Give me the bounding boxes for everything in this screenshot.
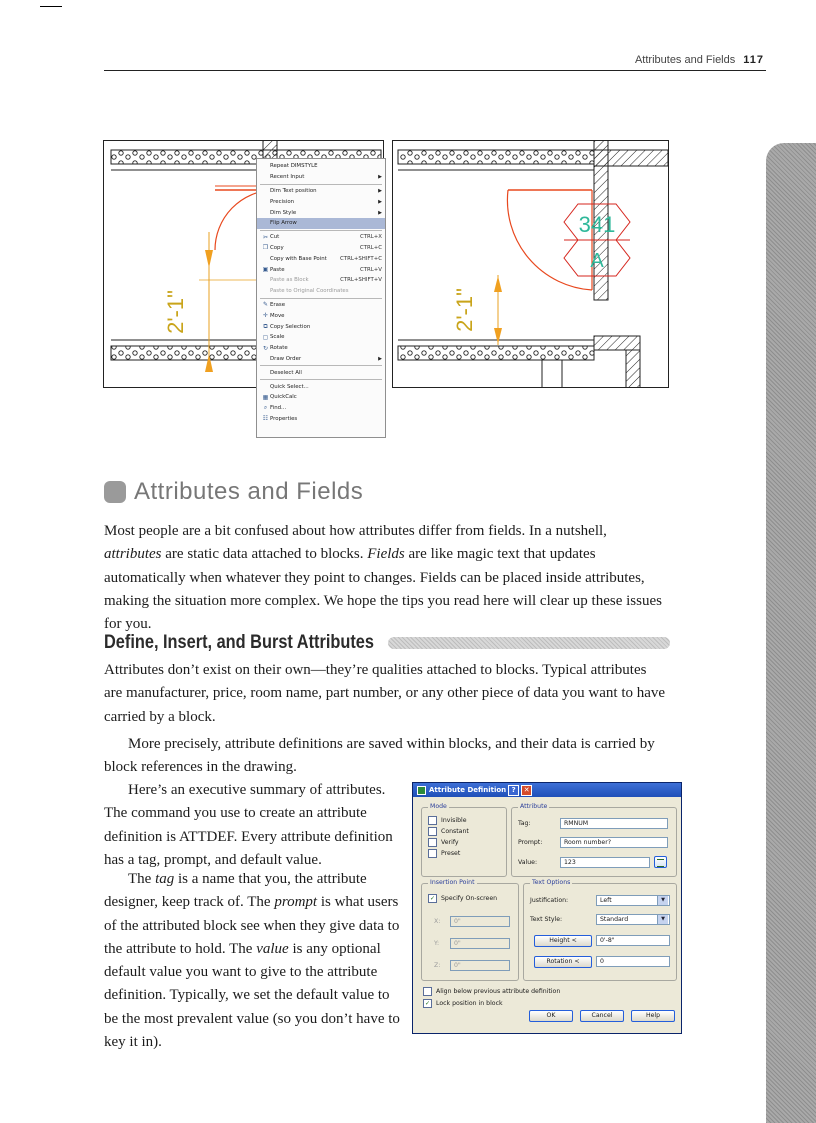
- section-title: Attributes and Fields: [134, 478, 364, 505]
- menu-item-label: Rotate: [270, 345, 288, 352]
- running-title: Attributes and Fields: [634, 54, 736, 66]
- menu-item[interactable]: [257, 310, 385, 321]
- menu-item-label: Paste to Original Coordinates: [270, 288, 349, 295]
- menu-item-label: Dim Text position: [270, 187, 317, 194]
- menu-separator: [260, 184, 382, 185]
- attribute-group-label: Attribute: [520, 803, 548, 810]
- section-bullet-icon: [104, 481, 126, 503]
- checkbox-align-below[interactable]: [423, 987, 560, 995]
- checkbox-specify-onscreen[interactable]: [428, 894, 497, 902]
- header-rule: [104, 70, 766, 71]
- justification-select[interactable]: [596, 895, 670, 906]
- menu-item-shortcut: CTRL+C: [359, 244, 382, 251]
- text-run: are static data attached to blocks.: [161, 546, 368, 563]
- subsection-heading: [104, 632, 670, 654]
- menu-item[interactable]: [257, 207, 385, 218]
- text-run: The: [128, 871, 156, 887]
- menu-item-label: Flip Arrow: [270, 220, 297, 227]
- checkbox-box[interactable]: [428, 816, 437, 825]
- crop-mark: [40, 0, 62, 7]
- text-style-value: Standard: [600, 916, 629, 923]
- attribute-group: [511, 803, 677, 877]
- checkbox-box[interactable]: [428, 838, 437, 847]
- insertion-point-group: [421, 879, 519, 981]
- text-options-group-label: Text Options: [532, 879, 571, 886]
- subsection-title: Define, Insert, and Burst Attributes: [104, 632, 374, 653]
- menu-item-label: Dim Style: [270, 209, 297, 216]
- page-number: 117: [743, 54, 764, 66]
- menu-item-label: Recent Input: [270, 174, 305, 181]
- text-style-select[interactable]: [596, 914, 670, 925]
- y-label: Y:: [434, 940, 440, 947]
- menu-item[interactable]: [257, 161, 385, 172]
- menu-item-label: Move: [270, 312, 285, 319]
- menu-item[interactable]: [257, 186, 385, 197]
- menu-item-label: Deselect All: [270, 369, 302, 376]
- menu-item-icon: ✂: [262, 233, 269, 241]
- paragraph-intro: [104, 520, 666, 636]
- z-label: Z:: [434, 962, 441, 969]
- menu-item-label: Repeat DIMSTYLE: [270, 163, 318, 170]
- menu-item[interactable]: [257, 275, 385, 286]
- checkbox-invisible[interactable]: [428, 816, 469, 824]
- chapter-side-tab: [766, 143, 816, 1123]
- menu-separator: [260, 298, 382, 299]
- dimension-text-left: 2'-1": [163, 290, 188, 334]
- menu-item-shortcut: CTRL+SHIFT+C: [340, 255, 382, 262]
- z-input[interactable]: 0": [450, 960, 510, 971]
- rotation-button[interactable]: Rotation <: [534, 956, 592, 968]
- checkbox-label: Specify On-screen: [441, 894, 498, 902]
- menu-item-label: Draw Order: [270, 355, 302, 362]
- menu-item-label: Find...: [270, 405, 287, 412]
- menu-item[interactable]: [257, 332, 385, 343]
- menu-item-icon: ✛: [262, 312, 269, 320]
- value-label: Value:: [518, 859, 538, 866]
- context-menu[interactable]: [256, 158, 386, 438]
- tag-label: Tag:: [518, 820, 531, 827]
- cancel-button[interactable]: Cancel: [580, 1010, 624, 1022]
- menu-item-label: Erase: [270, 301, 286, 308]
- close-icon[interactable]: ✕: [521, 785, 532, 796]
- menu-item[interactable]: [257, 381, 385, 392]
- dialog-title: Attribute Definition: [429, 786, 507, 794]
- text-style-label: Text Style:: [530, 916, 563, 923]
- submenu-arrow-icon: ▶: [378, 355, 382, 362]
- tag-number: 341: [578, 212, 616, 237]
- menu-item-label: Paste as Block: [270, 277, 309, 284]
- checkbox-box[interactable]: ✓: [424, 999, 431, 1007]
- menu-item[interactable]: [257, 196, 385, 207]
- checkbox-verify[interactable]: [428, 838, 469, 846]
- menu-item[interactable]: [257, 243, 385, 254]
- ok-button[interactable]: OK: [529, 1010, 573, 1022]
- menu-item-shortcut: CTRL+SHIFT+V: [340, 277, 382, 284]
- attribute-definition-dialog: [412, 782, 682, 1034]
- checkbox-box[interactable]: [428, 849, 437, 858]
- menu-item-label: Copy with Base Point: [270, 255, 327, 262]
- cad-drawing-right: [392, 140, 669, 388]
- submenu-arrow-icon: ▶: [378, 198, 382, 205]
- paragraph-tag-prompt-value: [104, 868, 400, 1054]
- chevron-down-icon[interactable]: ▼: [657, 896, 668, 905]
- menu-item-label: Copy: [270, 244, 284, 251]
- menu-item[interactable]: [257, 253, 385, 264]
- insertion-point-group-label: Insertion Point: [430, 879, 475, 886]
- menu-item-icon: ▣: [262, 266, 269, 274]
- menu-item[interactable]: [257, 414, 385, 425]
- menu-item-shortcut: CTRL+V: [359, 266, 382, 273]
- justification-value: Left: [600, 897, 612, 904]
- menu-item[interactable]: [257, 218, 385, 229]
- subsection-bar: [388, 637, 670, 649]
- paragraph-definitions: [104, 733, 666, 780]
- rotation-input[interactable]: 0: [596, 956, 670, 967]
- menu-item-icon: ▢: [262, 333, 269, 341]
- prompt-input[interactable]: Room number?: [560, 837, 668, 848]
- menu-item[interactable]: [257, 264, 385, 275]
- menu-item[interactable]: [257, 232, 385, 243]
- checkbox-label: Lock position in block: [436, 999, 503, 1007]
- y-input[interactable]: 0": [450, 938, 510, 949]
- submenu-arrow-icon: ▶: [378, 187, 382, 194]
- tag-letter: A: [590, 250, 604, 272]
- paragraph-attributes: [104, 659, 666, 729]
- menu-item-shortcut: CTRL+X: [359, 234, 382, 241]
- menu-item-label: Paste: [270, 266, 285, 273]
- running-head: [635, 54, 764, 66]
- dialog-titlebar[interactable]: [413, 783, 681, 797]
- menu-item[interactable]: [257, 403, 385, 414]
- menu-separator: [260, 230, 382, 231]
- menu-item[interactable]: [257, 354, 385, 365]
- checkbox-label: Align below previous attribute definition: [436, 987, 561, 995]
- menu-item-icon: ▦: [262, 393, 269, 401]
- insert-field-icon: [657, 859, 664, 867]
- menu-item-label: QuickCalc: [270, 394, 297, 401]
- height-input[interactable]: 0'-8": [596, 935, 670, 946]
- menu-item-label: Properties: [270, 415, 298, 422]
- menu-item-label: Scale: [270, 334, 285, 341]
- menu-item[interactable]: [257, 321, 385, 332]
- menu-item-label: Cut: [270, 234, 280, 241]
- text-run: Here’s an executive summary of attributes. The command you use to create an attribute definition is ATTDEF. Every attribute definition has a tag, prompt, and default value.: [104, 782, 393, 868]
- chevron-down-icon[interactable]: ▼: [657, 915, 668, 924]
- app-icon: [417, 786, 426, 795]
- checkbox-label: Invisible: [441, 816, 467, 824]
- menu-item[interactable]: [257, 367, 385, 378]
- emphasis-term: Fields: [367, 546, 405, 563]
- text-run: is what users of the attributed block see when they give data to the attribute to hold. The: [104, 894, 400, 957]
- justification-label: Justification:: [530, 897, 569, 904]
- checkbox-box[interactable]: ✓: [429, 894, 436, 902]
- menu-separator: [260, 365, 382, 366]
- menu-separator: [260, 379, 382, 380]
- help-icon[interactable]: ?: [508, 785, 519, 796]
- checkbox-box[interactable]: [428, 827, 437, 836]
- menu-item-label: Precision: [270, 198, 295, 205]
- submenu-arrow-icon: ▶: [378, 209, 382, 216]
- menu-item[interactable]: [257, 300, 385, 311]
- menu-item-label: Copy Selection: [270, 323, 311, 330]
- checkbox-label: Verify: [441, 838, 459, 846]
- checkbox-box[interactable]: [423, 987, 432, 996]
- text-options-group: [523, 879, 677, 981]
- paragraph-summary: [104, 779, 404, 872]
- emphasis-term: value: [256, 940, 289, 957]
- text-run: is a name that you, the attribute designer, keep track of. The: [104, 871, 367, 911]
- text-run: More precisely, attribute definitions are saved within blocks, and their data is carried by block references in the drawing.: [104, 736, 655, 776]
- mode-options: [428, 816, 469, 860]
- checkbox-lock-position[interactable]: [423, 999, 503, 1007]
- insert-field-button[interactable]: [654, 856, 667, 868]
- menu-item[interactable]: [257, 343, 385, 354]
- menu-item-icon: ⌕: [263, 404, 268, 412]
- checkbox-label: Preset: [441, 849, 461, 857]
- menu-item[interactable]: [257, 392, 385, 403]
- mode-group-label: Mode: [430, 803, 447, 810]
- emphasis-term: attributes: [104, 546, 162, 563]
- text-run: is any optional default value you want to give to the attribute definition. Typically, we set the default value to be the most prevalent value (so you don’t have to key it in).: [104, 940, 400, 1051]
- x-input[interactable]: 0": [450, 916, 510, 927]
- dimension-text-right: 2'-1": [452, 288, 477, 332]
- x-label: X:: [434, 918, 441, 925]
- checkbox-constant[interactable]: [428, 827, 469, 835]
- text-run: are like magic text that updates automatically when whatever they point to changes. Fields can be placed inside attributes, making the situation more complex. We hope the tips you read here will clear up these issues for you.: [104, 546, 662, 633]
- tag-input[interactable]: RMNUM: [560, 818, 668, 829]
- figure-right-drawing: [392, 140, 669, 388]
- mode-group: [421, 803, 507, 877]
- submenu-arrow-icon: ▶: [378, 174, 382, 181]
- checkbox-label: Constant: [441, 827, 469, 835]
- menu-item-icon: ❐: [262, 244, 269, 252]
- checkbox-preset[interactable]: [428, 849, 469, 857]
- menu-item-icon: ☷: [262, 415, 269, 423]
- section-heading: [104, 478, 363, 506]
- menu-item-label: Quick Select...: [270, 383, 309, 390]
- emphasis-term: tag: [155, 871, 175, 887]
- menu-item[interactable]: [257, 172, 385, 183]
- menu-item-icon: ✎: [262, 301, 269, 309]
- height-button[interactable]: Height <: [534, 935, 592, 947]
- text-run: Most people are a bit confused about how attributes differ from fields. In a nutshell,: [104, 523, 607, 539]
- menu-item[interactable]: [257, 286, 385, 297]
- emphasis-term: prompt: [274, 894, 318, 911]
- prompt-label: Prompt:: [518, 839, 543, 846]
- value-input[interactable]: 123: [560, 857, 650, 868]
- menu-item-icon: ⧉: [263, 322, 268, 330]
- menu-item-icon: ↻: [262, 344, 269, 352]
- text-run: Attributes don’t exist on their own—they’re qualities attached to blocks. Typical attributes are manufacturer, price, room name, part number, or any other piece of data you want to have carried by a block.: [104, 662, 666, 725]
- help-button[interactable]: Help: [631, 1010, 675, 1022]
